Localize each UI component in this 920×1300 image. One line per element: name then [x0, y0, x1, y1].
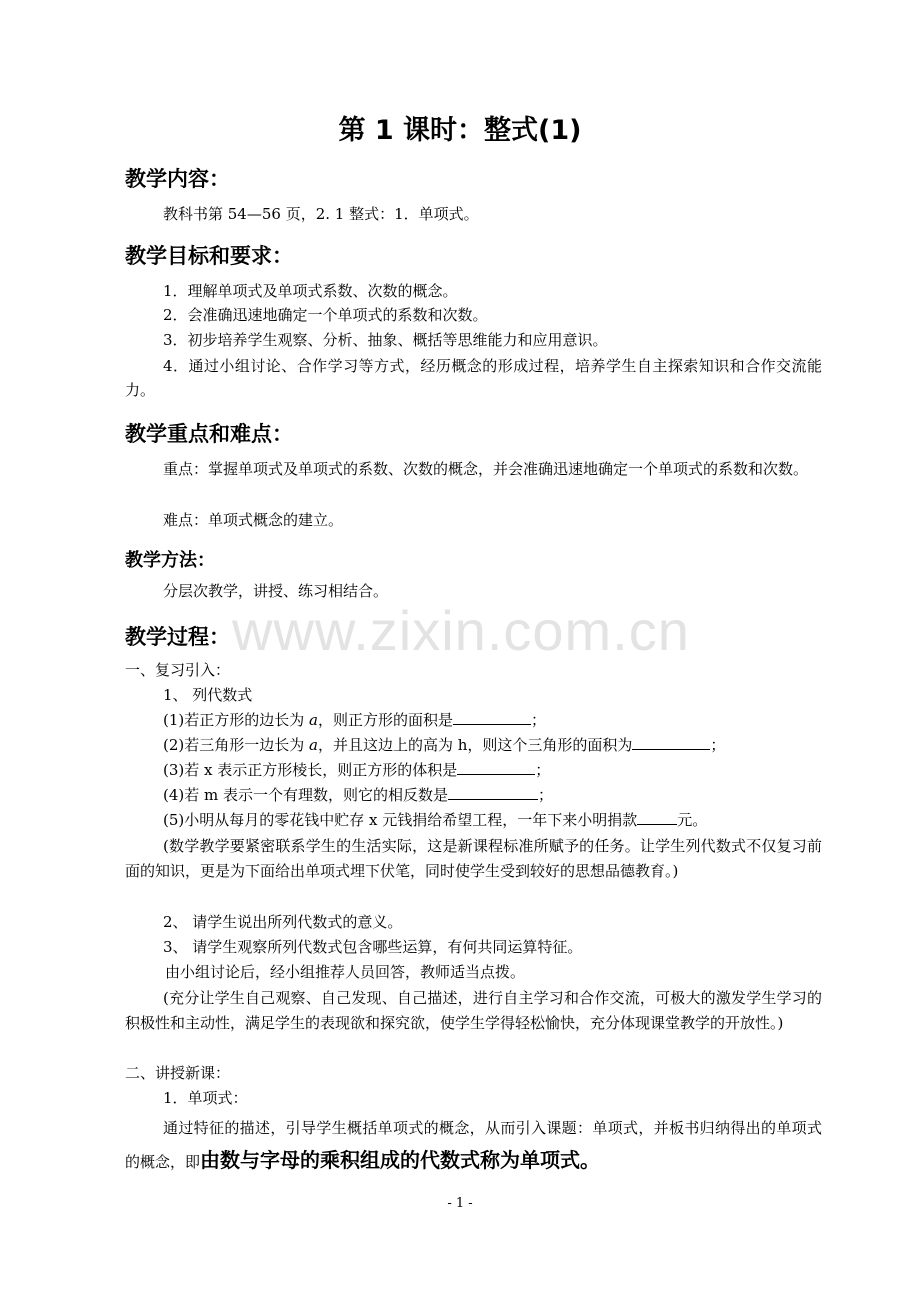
question-2: (2)若三角形一边长为 a，并且这边上的高为 h，则这个三角形的面积为 ；	[163, 736, 726, 754]
page-number: - 1 -	[447, 1196, 473, 1211]
focus-text: 重点：掌握单项式及单项式的系数、次数的概念，并会准确迅速地确定一个单项式的系数和次数。	[163, 460, 809, 478]
difficulty-text: 难点：单项式概念的建立。	[163, 511, 344, 529]
heading-content: 教学内容：	[125, 167, 230, 191]
part2-title: 二、讲授新课：	[125, 1064, 231, 1082]
answer-blank-5[interactable]	[637, 810, 677, 825]
question-1: (1)若正方形的边长为 a，则正方形的面积是 ；	[163, 711, 547, 729]
watermark: www.zixin.com.cn	[232, 599, 690, 662]
part1-title: 一、复习引入：	[125, 661, 231, 679]
method-text: 分层次教学，讲授、练习相结合。	[163, 582, 389, 600]
sub3-text: 3、 请学生观察所列代数式包含哪些运算，有何共同运算特征。	[163, 938, 583, 956]
discussion-text: 由小组讨论后，经小组推荐人员回答，教师适当点拨。	[165, 963, 526, 981]
answer-blank-2[interactable]	[632, 735, 710, 750]
page-title: 第 1 课时：整式(1)	[338, 115, 582, 146]
question-4: (4)若 m 表示一个有理数，则它的相反数是 ；	[163, 786, 554, 804]
question-5: (5)小明从每月的零花钱中贮存 x 元钱捐给希望工程，一年下来小明捐款 元。	[163, 811, 708, 829]
answer-blank-1[interactable]	[453, 710, 531, 725]
heading-process: 教学过程：	[125, 625, 230, 649]
sub4-title: 1．单项式：	[163, 1089, 248, 1107]
heading-goals: 教学目标和要求：	[125, 244, 293, 268]
question-3: (3)若 x 表示正方形棱长，则正方形的体积是 ；	[163, 761, 551, 779]
definition-paragraph: 通过特征的描述，引导学生概括单项式的概念，从而引入课题：单项式，并板书归纳得出的单项式的概念，即由数与字母的乘积组成的代数式称为单项式。	[125, 1119, 822, 1172]
content-text: 教科书第 54—56 页，2. 1 整式：1．单项式。	[163, 205, 479, 223]
sub2-text: 2、 请学生说出所列代数式的意义。	[163, 913, 403, 931]
answer-blank-3[interactable]	[457, 760, 535, 775]
definition-text: 由数与字母的乘积组成的代数式称为单项式。	[200, 1148, 601, 1172]
sub1-title: 1、 列代数式	[163, 686, 253, 704]
note-2: (充分让学生自己观察、自己发现、自己描述，进行自主学习和合作交流，可极大的激发学生学习的积极性和主动性，满足学生的表现欲和探究欲，使学生学得轻松愉快，充分体现课堂教学的开放性。)	[125, 989, 822, 1032]
goal-item-1: 1．理解单项式及单项式系数、次数的概念。	[163, 282, 458, 300]
answer-blank-4[interactable]	[448, 785, 538, 800]
goal-item-3: 3．初步培养学生观察、分析、抽象、概括等思维能力和应用意识。	[163, 331, 608, 349]
heading-key-points: 教学重点和难点：	[125, 422, 293, 446]
goal-item-4: 4．通过小组讨论、合作学习等方式，经历概念的形成过程，培养学生自主探索知识和合作交流能力。	[125, 357, 822, 399]
note-1: (数学教学要紧密联系学生的生活实际，这是新课程标准所赋予的任务。让学生列代数式不仅复习前面的知识，更是为下面给出单项式埋下伏笔，同时使学生受到较好的思想品德教育。)	[125, 837, 822, 880]
heading-method: 教学方法：	[125, 550, 215, 571]
goal-item-2: 2．会准确迅速地确定一个单项式的系数和次数。	[163, 306, 488, 324]
